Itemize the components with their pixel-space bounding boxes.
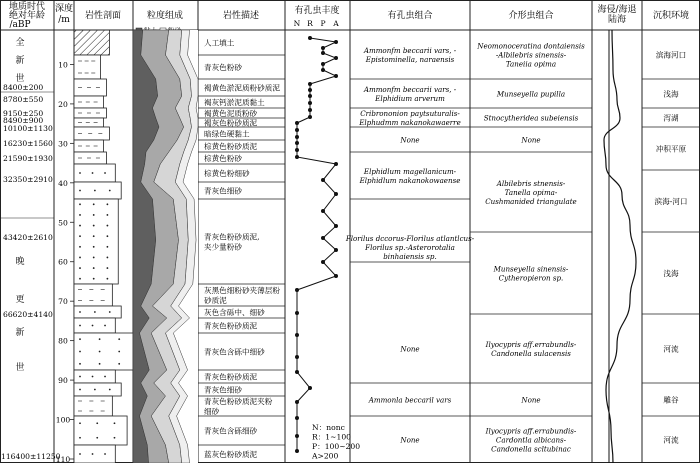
- lithology-column: [74, 30, 133, 463]
- abundance-point: [334, 74, 338, 78]
- sand-dot: [92, 453, 94, 455]
- description-text: 棕黄色粉砂质泥: [204, 142, 258, 151]
- ostracod-assemblage-text: Candonella scltubinac: [491, 444, 571, 454]
- period-label: 世: [15, 74, 25, 84]
- sand-dot: [79, 257, 81, 259]
- description-text: 棕黄色粉细砂: [204, 169, 250, 178]
- abundance-point: [295, 135, 299, 139]
- foram-assemblage-text: Ammonla beccaril vars: [368, 395, 452, 405]
- period-label: 全: [15, 38, 25, 48]
- environment-label: 浅海: [663, 269, 679, 278]
- header-grain-size: 粒度组成: [146, 11, 184, 21]
- period-label: 新: [15, 328, 25, 338]
- ostracod-assemblage-text: Cushmanided triangulate: [485, 197, 577, 206]
- ostracod-assemblage-text: Stnocytheridea subeiensis: [483, 113, 579, 123]
- foram-assemblage-text: Florilus sp.-Asterorotalia: [365, 243, 455, 252]
- depth-tick-label: 20: [58, 99, 68, 109]
- age-label: 32350±2910: [3, 175, 53, 184]
- environment-label: 滨海-河口: [654, 197, 688, 206]
- abundance-point: [308, 101, 312, 105]
- header-sea-level-line2: 陆海: [607, 15, 627, 25]
- foram-assemblage-text: binhaiensis sp.: [383, 252, 437, 261]
- abundance-legend-item: R：1~100: [312, 432, 351, 442]
- depth-tick-label: 110: [55, 455, 71, 463]
- sand-dot: [92, 325, 94, 327]
- environment-label: 河流: [663, 435, 679, 445]
- sea-level-column: [604, 30, 636, 463]
- ostracod-assemblage-text: Tanella opima-: [504, 188, 558, 197]
- abundance-point: [334, 192, 338, 196]
- description-column: [198, 38, 285, 463]
- foram-assemblage-text: Cribrononion paytsuturalis-: [360, 109, 460, 118]
- description-text: 细砂: [204, 407, 220, 416]
- abundance-point: [308, 115, 312, 119]
- abundance-point: [321, 68, 325, 72]
- period-label: 新: [15, 56, 25, 66]
- abundance-axis-letter: A: [333, 19, 339, 28]
- abundance-point: [321, 260, 325, 264]
- lithology-layer: [74, 306, 121, 318]
- abundance-point: [295, 370, 299, 374]
- abundance-point: [295, 121, 299, 125]
- sand-dot: [109, 311, 111, 313]
- sand-dot: [79, 351, 81, 353]
- foram-assemblage-text: Epistominella, naraensis: [365, 55, 455, 64]
- sand-dot: [104, 376, 106, 378]
- abundance-axis-letter: R: [307, 19, 313, 28]
- abundance-point: [295, 434, 299, 438]
- lithology-layer: [74, 416, 127, 445]
- ostracod-assemblage-text: Cytheropieron sp.: [498, 273, 564, 283]
- sand-dot: [93, 203, 95, 205]
- abundance-point: [295, 449, 299, 453]
- sand-dot: [79, 190, 81, 192]
- abundance-point: [334, 224, 338, 228]
- age-label: 8400±200: [3, 83, 44, 92]
- description-text: 夹少量粉砂: [204, 242, 242, 252]
- sand-dot: [107, 203, 109, 205]
- lithology-layer: [74, 182, 121, 199]
- header-age-line2: 绝对年龄: [8, 11, 46, 21]
- lithology-layer: [74, 396, 112, 416]
- depth-tick-label: 40: [58, 178, 68, 188]
- description-text: 青灰色含砾细砂: [204, 426, 258, 436]
- description-text: 褐灰色粉砂质泥: [204, 118, 258, 128]
- sand-dot: [79, 338, 81, 340]
- depth-tick-label: 50: [58, 218, 68, 228]
- grain-size-column: [133, 26, 198, 463]
- environment-label: 冲积平原: [655, 144, 687, 154]
- description-text: 青灰色粉砂质泥,: [204, 232, 260, 242]
- sand-dot: [94, 389, 96, 391]
- header-depth-line2: /m: [58, 15, 70, 25]
- sand-dot: [107, 278, 109, 280]
- environment-column: [642, 50, 700, 463]
- abundance-line: [297, 38, 336, 451]
- sand-dot: [118, 363, 120, 365]
- description-text: 灰色含砾中、细砂: [204, 308, 265, 317]
- abundance-legend-item: P：100~200: [312, 442, 361, 451]
- header-sea-level-line1: 海侵/海退: [597, 5, 637, 15]
- abundance-point: [295, 148, 299, 152]
- description-text: 青灰色细砂: [204, 186, 242, 196]
- sand-dot: [94, 311, 96, 313]
- sand-dot: [79, 437, 81, 439]
- sand-dot: [99, 363, 101, 365]
- sand-dot: [107, 225, 109, 227]
- sand-dot: [79, 453, 81, 455]
- foram-assemblage-text: None: [400, 135, 420, 145]
- abundance-point: [334, 40, 338, 44]
- header-foram-assemblage: 有孔虫组合: [387, 11, 433, 21]
- header-age-line1: 地质时代: [8, 2, 46, 12]
- header-environment: 沉积环境: [652, 11, 690, 21]
- depth-tick-label: 60: [58, 257, 68, 267]
- sand-dot: [118, 351, 120, 353]
- foraminifera-assemblage-column: [345, 46, 475, 463]
- lithology-layer: [74, 333, 133, 370]
- age-label: 66620±4140: [3, 310, 53, 319]
- age-label: 16230±1560: [3, 139, 53, 148]
- abundance-point: [295, 155, 299, 159]
- description-text: 暗绿色硬黏土: [204, 129, 250, 139]
- age-label: 43420±2610: [3, 233, 53, 242]
- abundance-axis-letter: P: [320, 19, 326, 28]
- foram-assemblage-text: Elphidium arverum: [375, 94, 445, 103]
- sand-dot: [104, 172, 106, 174]
- abundance-point: [295, 333, 299, 337]
- sand-dot: [93, 225, 95, 227]
- foram-assemblage-text: Elphidlum magellanicum-: [363, 167, 457, 176]
- abundance-point: [334, 274, 338, 278]
- sand-dot: [104, 325, 106, 327]
- description-text: 青灰色粉砂: [204, 63, 242, 72]
- abundance-point: [321, 236, 325, 240]
- sand-dot: [93, 214, 95, 216]
- period-label: 晚: [15, 257, 25, 267]
- foram-assemblage-text: Ammonfm beccarii vars, -: [363, 85, 457, 94]
- ostracod-assemblage-text: Taneiia opima: [505, 59, 557, 69]
- period-label: 更: [15, 295, 25, 305]
- description-text: 青灰色粉砂质泥: [204, 321, 258, 331]
- table-headers: [9, 0, 689, 30]
- abundance-point: [321, 178, 325, 182]
- depth-tick-label: 70: [58, 297, 68, 307]
- sand-dot: [109, 389, 111, 391]
- sand-dot: [94, 190, 96, 192]
- abundance-point: [295, 400, 299, 404]
- depth-column: [56, 60, 74, 463]
- lithology-layer: [74, 55, 101, 79]
- environment-label: 滨海河口: [655, 50, 687, 60]
- description-text: 褐黄色淤泥质粉砂质泥: [204, 83, 280, 93]
- abundance-point: [334, 248, 338, 252]
- sand-dot: [79, 225, 81, 227]
- lithology-layer: [74, 284, 112, 306]
- ostracod-assemblage-text: Candonella sulacensis: [491, 349, 571, 358]
- abundance-point: [308, 386, 312, 390]
- foram-assemblage-text: None: [400, 344, 420, 354]
- sand-dot: [92, 172, 94, 174]
- header-lithology: 岩性剖面: [84, 11, 122, 21]
- abundance-legend-item: N：nonc: [312, 423, 345, 432]
- sand-dot: [93, 278, 95, 280]
- age-column: [0, 36, 61, 461]
- sand-dot: [107, 214, 109, 216]
- sand-dot: [96, 437, 98, 439]
- abundance-point: [308, 36, 312, 40]
- abundance-point: [321, 209, 325, 213]
- age-label: 8780±550: [3, 95, 44, 104]
- age-label: 9150±250: [3, 109, 44, 118]
- sand-dot: [118, 338, 120, 340]
- description-text: 青灰色含砾中细砂: [204, 347, 265, 357]
- header-description: 岩性描述: [222, 11, 260, 21]
- description-text: 砂质泥: [204, 296, 227, 305]
- abundance-point: [308, 108, 312, 112]
- foram-assemblage-text: Ammonfm beccarii vars, -: [363, 46, 457, 55]
- ostracod-assemblage-text: Neomonoceratina dontaiensis: [477, 41, 585, 51]
- abundance-legend-item: A>200: [312, 451, 339, 461]
- sand-dot: [109, 190, 111, 192]
- depth-tick-label: 10: [58, 60, 68, 70]
- foram-assemblage-text: None: [400, 435, 420, 445]
- abundance-point: [295, 128, 299, 132]
- period-label: 世: [15, 363, 25, 373]
- sand-dot: [79, 172, 81, 174]
- age-label: 10100±1130: [3, 124, 53, 133]
- ostracod-assemblage-text: Albilebris stnensis-: [496, 179, 566, 188]
- description-text: 灰黑色细粉砂夹薄层粉: [204, 286, 280, 295]
- ostracod-assemblage-text: None: [521, 395, 541, 405]
- sand-dot: [93, 257, 95, 259]
- abundance-point: [308, 82, 312, 86]
- abundance-point: [295, 355, 299, 359]
- ostracod-assemblage-text: -Albilebris sinensis-: [495, 50, 567, 60]
- abundance-point: [308, 88, 312, 92]
- abundance-point: [295, 141, 299, 145]
- description-text: 褐黄色泥质粉砂: [204, 109, 258, 118]
- environment-label: 浅海: [663, 89, 679, 99]
- sand-dot: [107, 267, 109, 269]
- depth-tick-label: 100: [55, 415, 71, 425]
- description-text: 青灰色粉砂质泥夹粉: [204, 397, 273, 406]
- abundance-point: [295, 311, 299, 315]
- abundance-point: [321, 51, 325, 55]
- header-foram-abundance: 有孔虫丰度: [294, 6, 340, 16]
- lithology-layer: [74, 30, 109, 55]
- sand-dot: [107, 257, 109, 259]
- abundance-point: [321, 62, 325, 66]
- foram-assemblage-text: Elphudmm nakanokawaerre: [359, 118, 461, 127]
- ostracod-assemblage-text: Cardontla albicans-: [495, 435, 567, 445]
- header-ostracod-assemblage: 介形虫组合: [508, 11, 554, 21]
- description-text: 褐灰钙淤泥质黏土: [204, 98, 265, 107]
- sand-dot: [114, 437, 116, 439]
- ostracod-assemblage-text: None: [521, 135, 541, 145]
- foram-assemblage-text: Florilus dccorus-Florilus atlantlcus-: [345, 234, 475, 243]
- depth-tick-label: 30: [58, 139, 68, 149]
- sand-dot: [107, 246, 109, 248]
- abundance-point: [334, 56, 338, 60]
- sand-dot: [79, 267, 81, 269]
- abundance-point: [295, 288, 299, 292]
- sand-dot: [96, 422, 98, 424]
- age-label: 21590±1930: [3, 154, 53, 163]
- sand-dot: [99, 351, 101, 353]
- sand-dot: [114, 422, 116, 424]
- sand-dot: [104, 453, 106, 455]
- sand-dot: [107, 235, 109, 237]
- sand-dot: [79, 389, 81, 391]
- sand-dot: [93, 246, 95, 248]
- environment-label: 雕谷: [663, 395, 679, 405]
- description-text: 棕黄色粉砂: [204, 154, 242, 163]
- sand-dot: [99, 338, 101, 340]
- ostracod-assemblage-text: Munseyella sinensis-: [493, 264, 569, 274]
- depth-tick-label: 80: [58, 336, 68, 346]
- abundance-axis-letter: N: [293, 19, 301, 28]
- abundance-point: [334, 162, 338, 166]
- age-label: 116400±11250: [1, 452, 61, 461]
- abundance-point: [308, 94, 312, 98]
- ostracod-assemblage-text: Munseyella pupilla: [496, 89, 566, 99]
- sand-dot: [79, 422, 81, 424]
- description-text: 青灰色粉砂质泥: [204, 372, 258, 382]
- age-label: 8490±900: [3, 116, 44, 125]
- header-depth-line1: 深度: [54, 4, 74, 14]
- ostracod-assemblage-text: Ilyocypris aff.errabundis-: [485, 426, 577, 436]
- lithology-layer: [74, 383, 121, 396]
- lithology-layer: [74, 199, 118, 284]
- sand-dot: [79, 376, 81, 378]
- sand-dot: [79, 246, 81, 248]
- ostracod-assemblage-column: [470, 42, 592, 463]
- sand-dot: [93, 267, 95, 269]
- header-age-line3: /aBP: [9, 20, 31, 30]
- foram-assemblage-text: Elphidlum nakanokowaense: [359, 176, 461, 185]
- ostracod-assemblage-text: Ilyocypris aff.errabundls-: [485, 340, 577, 349]
- sand-dot: [79, 363, 81, 365]
- description-text: 蓝灰色粉砂质泥: [204, 450, 258, 459]
- depth-tick-label: 90: [58, 376, 68, 386]
- sand-dot: [92, 376, 94, 378]
- abundance-point: [295, 416, 299, 420]
- description-text: 人工填土: [204, 38, 235, 48]
- abundance-point: [321, 46, 325, 50]
- sand-dot: [79, 235, 81, 237]
- sand-dot: [93, 235, 95, 237]
- sand-dot: [79, 278, 81, 280]
- sand-dot: [79, 203, 81, 205]
- sand-dot: [79, 325, 81, 327]
- environment-label: 泻湖: [663, 113, 679, 123]
- sand-dot: [79, 311, 81, 313]
- description-text: 青灰色细砂: [204, 385, 242, 395]
- environment-label: 河流: [663, 344, 679, 354]
- sand-dot: [79, 214, 81, 216]
